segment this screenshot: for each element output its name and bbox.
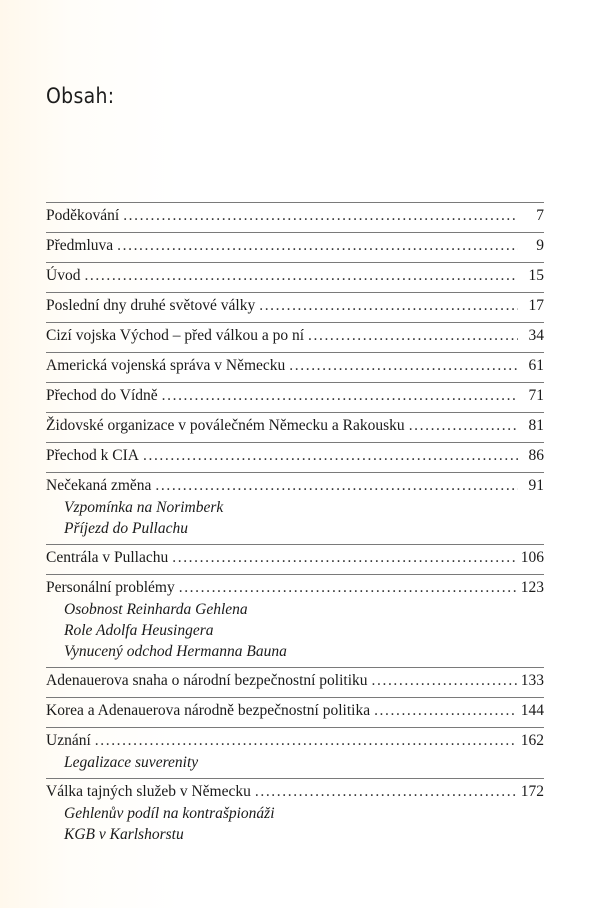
toc-subentry: Příjezd do Pullachu — [64, 520, 188, 537]
toc-entry-page-number: 61 — [528, 357, 544, 374]
toc-entry — [46, 574, 544, 667]
toc-subentry: KGB v Karlshorstu — [64, 826, 184, 843]
dot-leader — [409, 415, 518, 437]
toc-entry-row — [46, 730, 544, 752]
toc-entry — [46, 697, 544, 727]
toc-entry-title: Židovské organizace v poválečném Německu a Rakousku — [46, 417, 405, 434]
table-of-contents — [46, 202, 544, 850]
toc-entry-page-number: 162 — [520, 732, 544, 749]
toc-entry-row — [46, 670, 544, 692]
toc-entry-title: Nečekaná změna — [46, 477, 152, 494]
toc-entry-title: Válka tajných služeb v Německu — [46, 783, 251, 800]
toc-entry-page-number: 9 — [536, 237, 544, 254]
toc-entry-page-number: 15 — [528, 267, 544, 284]
toc-entry-page-number: 133 — [520, 672, 544, 689]
dot-leader — [155, 475, 518, 497]
toc-entry-title: Úvod — [46, 267, 81, 284]
toc-entry — [46, 727, 544, 778]
toc-entry-page-number: 123 — [520, 579, 544, 596]
toc-entry-row — [46, 577, 544, 599]
toc-entry — [46, 778, 544, 850]
toc-entry — [46, 262, 544, 292]
dot-leader — [308, 325, 518, 347]
dot-leader — [179, 577, 517, 599]
toc-subentry: Vzpomínka na Norimberk — [64, 499, 224, 516]
toc-entry — [46, 232, 544, 262]
toc-entry-row — [46, 445, 544, 467]
toc-entry-title: Přechod k CIA — [46, 447, 139, 464]
toc-entry-row — [46, 295, 544, 317]
toc-entry — [46, 382, 544, 412]
toc-entry-row — [46, 415, 544, 437]
toc-entry-page-number: 71 — [528, 387, 544, 404]
toc-entry-page-number: 144 — [520, 702, 544, 719]
dot-leader — [123, 205, 518, 227]
toc-entry-title: Poděkování — [46, 207, 120, 224]
toc-entry-page-number: 106 — [520, 549, 544, 566]
toc-entry — [46, 442, 544, 472]
toc-entry — [46, 202, 544, 232]
toc-entry-page-number: 34 — [528, 327, 544, 344]
toc-entry-title: Předmluva — [46, 237, 114, 254]
toc-entry — [46, 352, 544, 382]
dot-leader — [117, 235, 518, 257]
toc-entry-row — [46, 385, 544, 407]
toc-subentry: Vynucený odchod Hermanna Bauna — [64, 643, 287, 660]
toc-entry-title: Personální problémy — [46, 579, 175, 596]
toc-entry-title: Adenauerova snaha o národní bezpečnostní politiku — [46, 672, 368, 689]
toc-entry-row — [46, 547, 544, 569]
dot-leader — [259, 295, 518, 317]
dot-leader — [84, 265, 518, 287]
dot-leader — [374, 700, 517, 722]
dot-leader — [172, 547, 517, 569]
toc-entry-title: Cizí vojska Východ – před válkou a po ní — [46, 327, 305, 344]
dot-leader — [372, 670, 517, 692]
toc-subentry: Role Adolfa Heusingera — [64, 622, 214, 639]
toc-entry-page-number: 86 — [528, 447, 544, 464]
toc-entry — [46, 412, 544, 442]
toc-entry-title: Americká vojenská správa v Německu — [46, 357, 286, 374]
toc-entry-row — [46, 700, 544, 722]
toc-entry-row — [46, 355, 544, 377]
dot-leader — [255, 781, 517, 803]
toc-entry-row — [46, 781, 544, 803]
toc-entry-page-number: 7 — [536, 207, 544, 224]
dot-leader — [289, 355, 518, 377]
toc-entry — [46, 292, 544, 322]
dot-leader — [143, 445, 518, 467]
toc-entry — [46, 472, 544, 544]
toc-entry-row — [46, 205, 544, 227]
toc-entry-row — [46, 265, 544, 287]
toc-entry-page-number: 17 — [528, 297, 544, 314]
toc-entry-page-number: 81 — [528, 417, 544, 434]
toc-entry-row — [46, 475, 544, 497]
toc-entry — [46, 544, 544, 574]
toc-entry-title: Přechod do Vídně — [46, 387, 158, 404]
toc-entry-title: Uznání — [46, 732, 91, 749]
page-title: Obsah: — [46, 84, 115, 108]
toc-entry — [46, 667, 544, 697]
toc-subentry: Osobnost Reinharda Gehlena — [64, 601, 248, 618]
dot-leader — [95, 730, 517, 752]
toc-entry-title: Korea a Adenauerova národně bezpečnostní politika — [46, 702, 371, 719]
dot-leader — [162, 385, 518, 407]
toc-entry-title: Centrála v Pullachu — [46, 549, 169, 566]
toc-entry — [46, 322, 544, 352]
toc-subentry: Gehlenův podíl na kontrašpionáži — [64, 805, 275, 822]
toc-entry-page-number: 172 — [520, 783, 544, 800]
toc-entry-title: Poslední dny druhé světové války — [46, 297, 256, 314]
toc-subentry: Legalizace suverenity — [64, 754, 199, 771]
toc-entry-row — [46, 235, 544, 257]
toc-entry-page-number: 91 — [528, 477, 544, 494]
toc-entry-row — [46, 325, 544, 347]
